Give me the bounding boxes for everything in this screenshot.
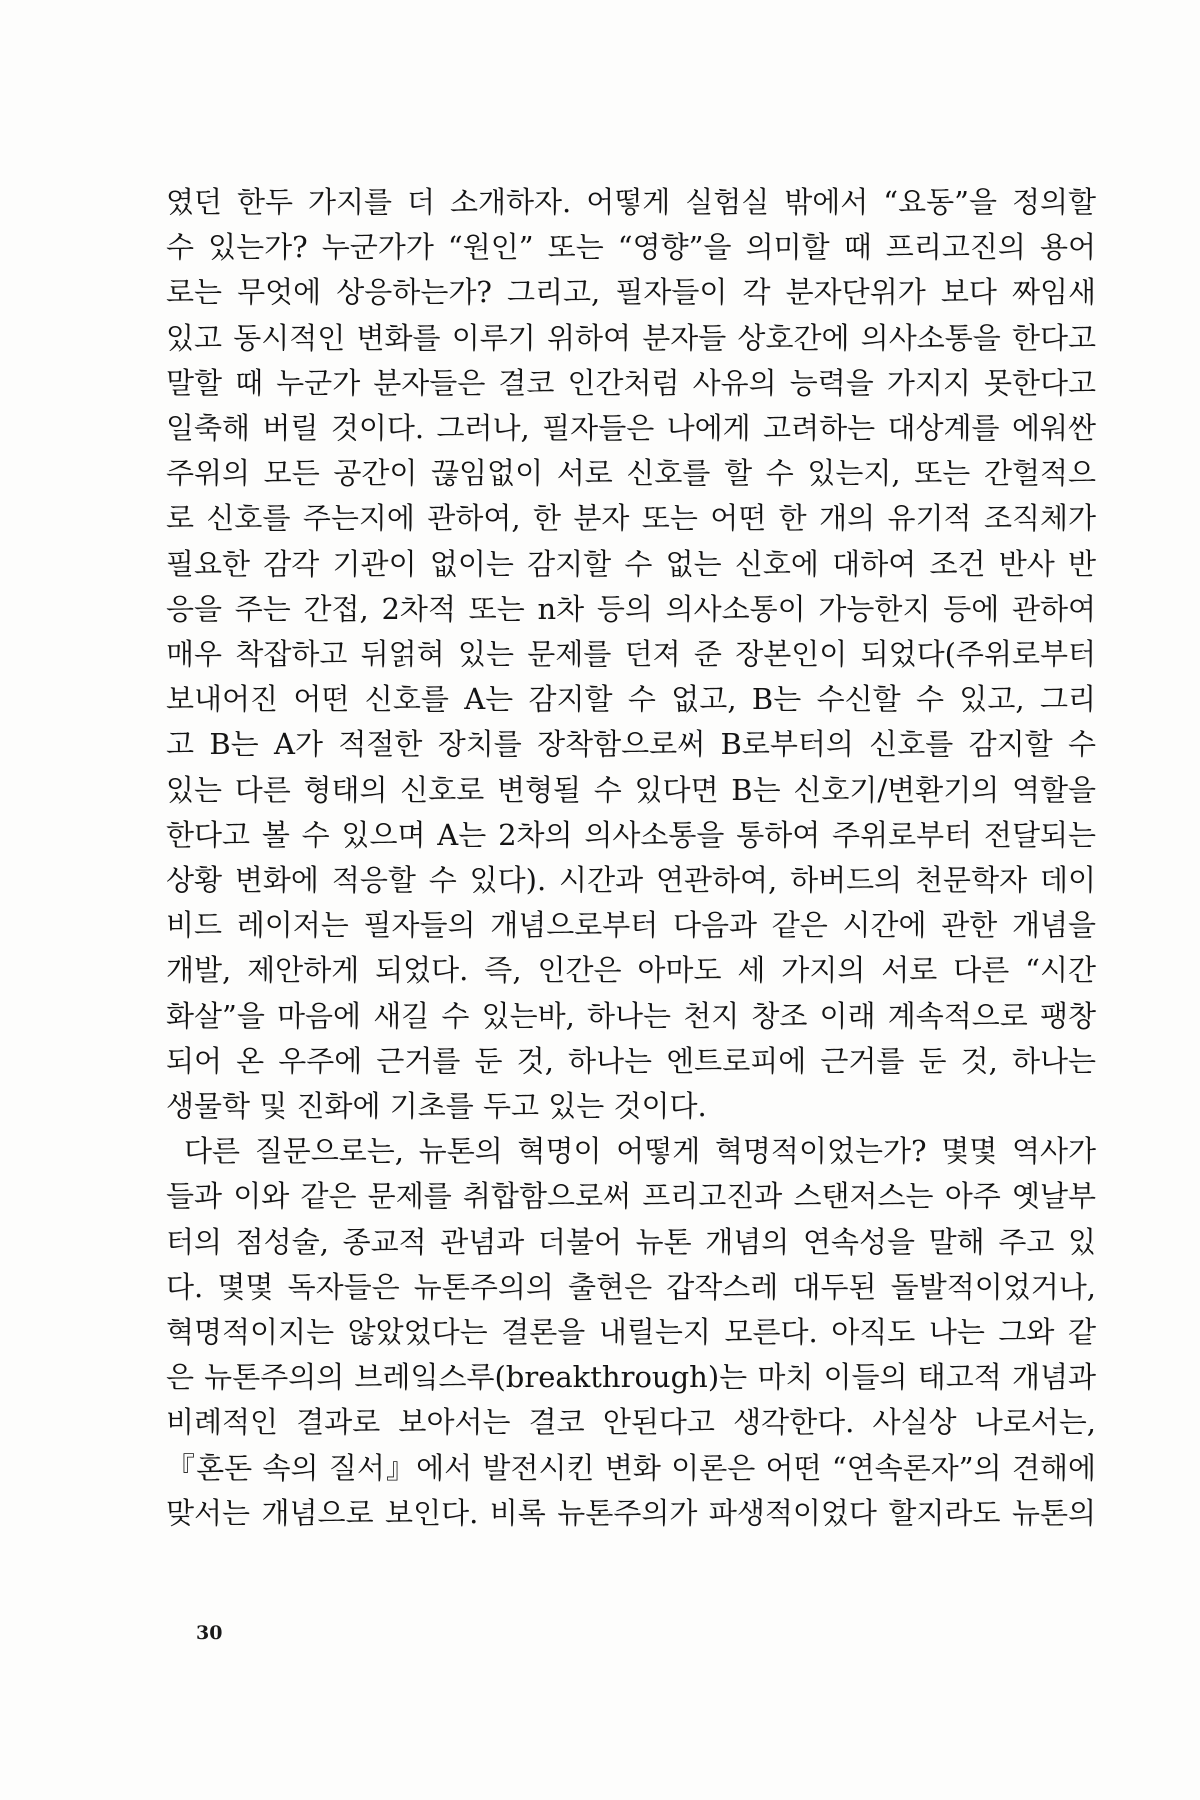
- text-line: 다. 몇몇 독자들은 뉴톤주의의 출현은 갑작스레 대두된 돌발적이었거나,: [166, 1269, 1096, 1304]
- text-line: 비례적인 결과로 보아서는 결코 안된다고 생각한다. 사실상 나로서는,: [166, 1405, 1096, 1440]
- text-line: 고 B는 A가 적절한 장치를 장착함으로써 B로부터의 신호를 감지할 수: [166, 727, 1096, 762]
- text-line: 개발, 제안하게 되었다. 즉, 인간은 아마도 세 가지의 서로 다른 “시간: [166, 953, 1096, 988]
- text-line: 은 뉴톤주의의 브레잌스루(breakthrough)는 마치 이들의 태고적 개념과: [166, 1360, 1096, 1395]
- text-line: 되어 온 우주에 근거를 둔 것, 하나는 엔트로피에 근거를 둔 것, 하나는: [166, 1043, 1096, 1078]
- paragraph-2: [166, 1129, 1096, 1536]
- text-line: 말할 때 누군가 분자들은 결코 인간처럼 사유의 능력을 가지지 못한다고: [166, 365, 1096, 400]
- text-line: 비드 레이저는 필자들의 개념으로부터 다음과 같은 시간에 관한 개념을: [166, 908, 1096, 943]
- text-line: 상황 변화에 적응할 수 있다). 시간과 연관하여, 하버드의 천문학자 데이: [166, 863, 1096, 898]
- text-line: 다른 질문으로는, 뉴톤의 혁명이 어떻게 혁명적이었는가? 몇몇 역사가: [184, 1134, 1096, 1169]
- text-line: 일축해 버릴 것이다. 그러나, 필자들은 나에게 고려하는 대상계를 에워싼: [166, 411, 1096, 446]
- paragraph-1: [166, 180, 1096, 1129]
- text-line: 혁명적이지는 않았었다는 결론을 내릴는지 모른다. 아직도 나는 그와 같: [166, 1315, 1096, 1350]
- text-line: 응을 주는 간접, 2차적 또는 n차 등의 의사소통이 가능한지 등에 관하여: [166, 591, 1096, 626]
- text-line: 화살”을 마음에 새길 수 있는바, 하나는 천지 창조 이래 계속적으로 팽창: [166, 998, 1096, 1033]
- text-line: 필요한 감각 기관이 없이는 감지할 수 없는 신호에 대하여 조건 반사 반: [166, 546, 1096, 581]
- text-line: 생물학 및 진화에 기초를 두고 있는 것이다.: [166, 1089, 707, 1124]
- body-text: [166, 180, 1096, 1536]
- page-number: 30: [196, 1622, 223, 1644]
- text-line: 한다고 볼 수 있으며 A는 2차의 의사소통을 통하여 주위로부터 전달되는: [166, 817, 1096, 852]
- text-line: 있는 다른 형태의 신호로 변형될 수 있다면 B는 신호기/변환기의 역할을: [166, 772, 1096, 807]
- text-line: 터의 점성술, 종교적 관념과 더불어 뉴톤 개념의 연속성을 말해 주고 있: [166, 1224, 1096, 1259]
- text-line: 였던 한두 가지를 더 소개하자. 어떻게 실험실 밖에서 “요동”을 정의할: [166, 185, 1096, 219]
- text-line: 로 신호를 주는지에 관하여, 한 분자 또는 어떤 한 개의 유기적 조직체가: [166, 501, 1096, 536]
- text-line: 『혼돈 속의 질서』에서 발전시킨 변화 이론은 어떤 “연속론자”의 견해에: [166, 1450, 1096, 1485]
- text-line: 주위의 모든 공간이 끊임없이 서로 신호를 할 수 있는지, 또는 간헐적으: [166, 456, 1096, 491]
- text-line: 있고 동시적인 변화를 이루기 위하여 분자들 상호간에 의사소통을 한다고: [166, 320, 1096, 355]
- text-line: 로는 무엇에 상응하는가? 그리고, 필자들이 각 분자단위가 보다 짜임새: [166, 275, 1096, 310]
- text-line: 수 있는가? 누군가가 “원인” 또는 “영향”을 의미할 때 프리고진의 용어: [166, 230, 1096, 265]
- text-line: 보내어진 어떤 신호를 A는 감지할 수 없고, B는 수신할 수 있고, 그리: [166, 682, 1096, 717]
- text-line: 매우 착잡하고 뒤얽혀 있는 문제를 던져 준 장본인이 되었다(주위로부터: [166, 637, 1096, 672]
- text-line: 들과 이와 같은 문제를 취합함으로써 프리고진과 스탠저스는 아주 옛날부: [166, 1179, 1096, 1214]
- text-line: 맞서는 개념으로 보인다. 비록 뉴톤주의가 파생적이었다 할지라도 뉴톤의: [166, 1495, 1096, 1530]
